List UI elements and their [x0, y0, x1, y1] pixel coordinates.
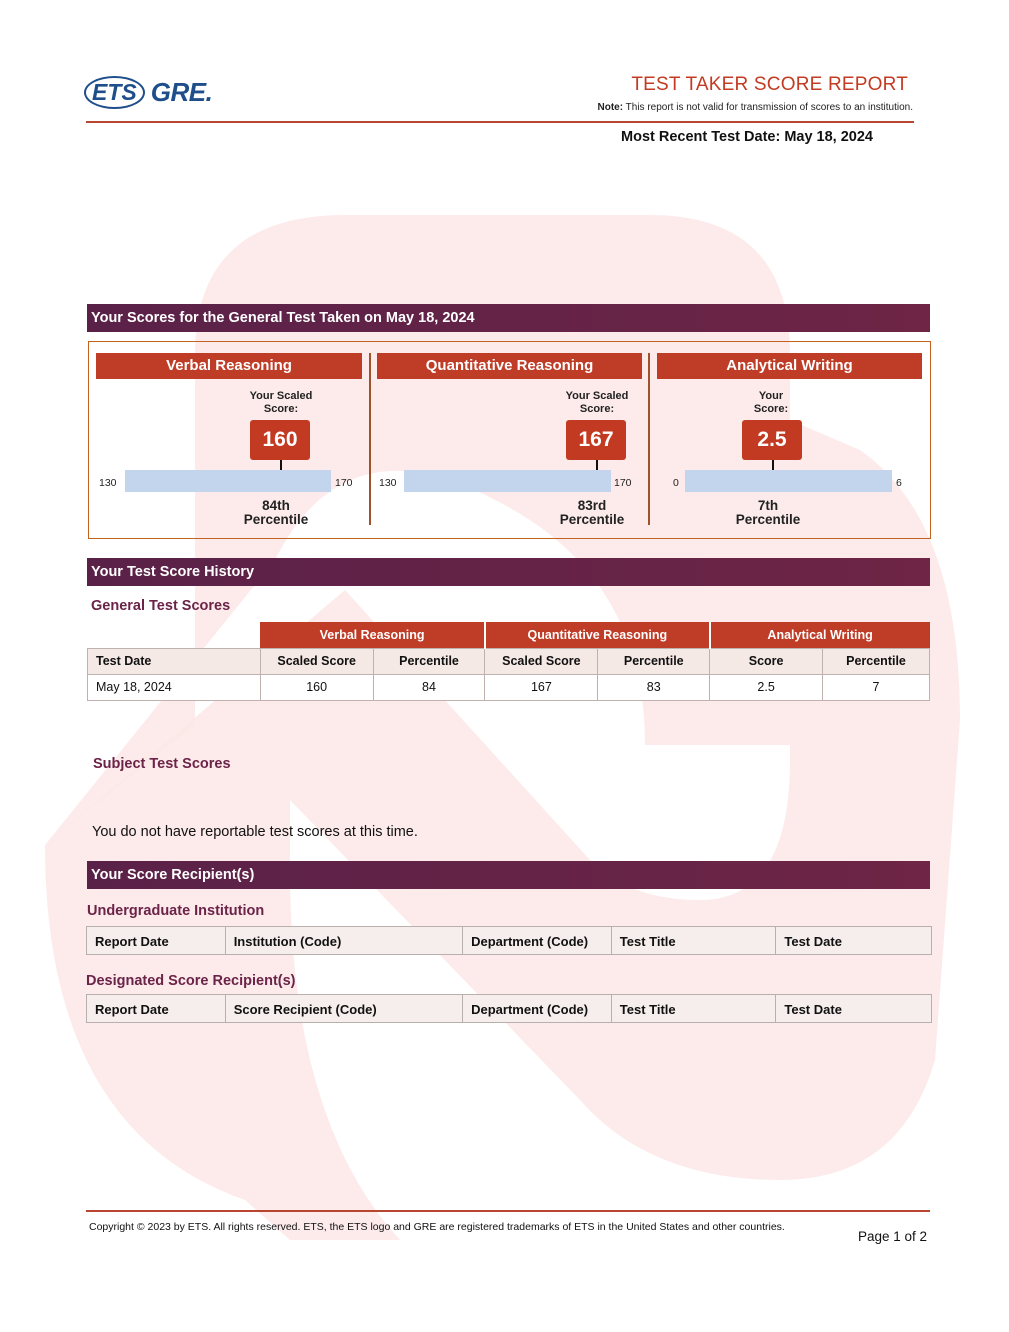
quantitative-scale-max: 170 [614, 477, 632, 489]
quantitative-score-badge: 167 [566, 420, 626, 460]
panel-divider [648, 353, 650, 525]
col-institution-code: Institution (Code) [226, 927, 463, 954]
col-quant-percentile: Percentile [598, 648, 710, 674]
general-test-scores-table [87, 622, 930, 701]
note-text: This report is not valid for transmission of scores to an institution. [625, 102, 913, 113]
designated-score-recipients-heading: Designated Score Recipient(s) [86, 973, 296, 989]
undergraduate-institution-table-header [86, 926, 932, 955]
quantitative-percentile [547, 499, 637, 527]
score-label-line1: Your [758, 390, 784, 402]
col-report-date: Report Date [87, 927, 226, 954]
col-test-date: Test Date [88, 648, 261, 674]
writing-scale-max: 6 [896, 477, 902, 489]
ets-gre-logo [84, 76, 212, 109]
cell-writing-percentile: 7 [823, 674, 930, 700]
col-score-recipient-code: Score Recipient (Code) [226, 995, 463, 1022]
footer-divider [86, 1210, 930, 1212]
designated-recipients-table-header [86, 994, 932, 1023]
table-column-header-row [88, 648, 930, 674]
scaled-score-label [236, 390, 326, 416]
cell-writing-score: 2.5 [710, 674, 823, 700]
verbal-reasoning-panel [96, 353, 362, 533]
page-number: Page 1 of 2 [857, 1229, 927, 1244]
no-subject-scores-message: You do not have reportable test scores at this time. [92, 824, 418, 840]
cell-quant-percentile: 83 [598, 674, 710, 700]
col-test-date: Test Date [784, 934, 842, 949]
quantitative-percentile-label: Percentile [559, 512, 625, 527]
col-verbal-percentile: Percentile [373, 648, 485, 674]
quantitative-score-scale-bar [404, 470, 611, 492]
table-group-blank [88, 622, 261, 648]
scaled-score-label-line2: Score: [579, 403, 615, 415]
score-history-title: Your Test Score History [87, 558, 930, 586]
col-report-date: Report Date [87, 995, 226, 1022]
score-summary-box [88, 341, 931, 539]
analytical-writing-heading: Analytical Writing [657, 353, 922, 379]
note-label: Note: [597, 102, 624, 113]
report-title: TEST TAKER SCORE REPORT [631, 74, 908, 95]
writing-scale-min: 0 [673, 477, 679, 489]
writing-percentile-value: 7th [757, 498, 779, 513]
verbal-scale-min: 130 [99, 477, 117, 489]
col-quant-scaled-score: Scaled Score [485, 648, 598, 674]
scores-section-title: Your Scores for the General Test Taken on May 18, 2024 [87, 304, 930, 332]
col-test-title: Test Title [612, 995, 777, 1022]
most-recent-test-date: Most Recent Test Date: May 18, 2024 [621, 129, 873, 145]
col-department-code: Department (Code) [463, 995, 612, 1022]
col-writing-percentile: Percentile [823, 648, 930, 674]
verbal-scale-max: 170 [335, 477, 353, 489]
verbal-percentile-label: Percentile [243, 512, 309, 527]
scaled-score-label [552, 390, 642, 416]
scaled-score-label-line1: Your Scaled [565, 390, 629, 402]
scaled-score-label-line2: Score: [263, 403, 299, 415]
group-analytical-writing: Analytical Writing [710, 622, 930, 648]
quantitative-reasoning-heading: Quantitative Reasoning [377, 353, 642, 379]
scaled-score-label-line1: Your Scaled [249, 390, 313, 402]
table-group-header-row [88, 622, 930, 648]
cell-verbal-percentile: 84 [373, 674, 485, 700]
verbal-score-badge: 160 [250, 420, 310, 460]
analytical-writing-panel [657, 353, 922, 533]
ets-logo-mark: ETS [84, 76, 145, 109]
group-quantitative-reasoning: Quantitative Reasoning [485, 622, 710, 648]
verbal-score-scale-bar [125, 470, 331, 492]
quantitative-scale-min: 130 [379, 477, 397, 489]
verbal-percentile [231, 499, 321, 527]
score-recipients-title: Your Score Recipient(s) [87, 861, 930, 889]
quantitative-percentile-value: 83rd [577, 498, 607, 513]
col-test-title: Test Title [612, 927, 777, 954]
score-label-line2: Score: [753, 403, 789, 415]
verbal-reasoning-heading: Verbal Reasoning [96, 353, 362, 379]
panel-divider [369, 353, 371, 525]
writing-percentile [723, 499, 813, 527]
copyright-notice: Copyright © 2023 by ETS. All rights reserved. ETS, the ETS logo and GRE are registered trademarks of ETS in the United States and other countries. [89, 1221, 785, 1233]
col-department-code: Department (Code) [463, 927, 612, 954]
writing-percentile-label: Percentile [735, 512, 801, 527]
col-test-date: Test Date [784, 1002, 842, 1017]
subject-test-scores-heading: Subject Test Scores [93, 756, 231, 772]
general-test-scores-heading: General Test Scores [91, 598, 231, 614]
quantitative-reasoning-panel [377, 353, 642, 533]
table-row [88, 674, 930, 700]
header-divider [86, 121, 914, 123]
cell-verbal-scaled-score: 160 [260, 674, 373, 700]
report-note [597, 102, 913, 113]
cell-quant-scaled-score: 167 [485, 674, 598, 700]
writing-score-scale-bar [685, 470, 892, 492]
writing-score-badge: 2.5 [742, 420, 802, 460]
cell-test-date: May 18, 2024 [88, 674, 261, 700]
col-writing-score: Score [710, 648, 823, 674]
col-verbal-scaled-score: Scaled Score [260, 648, 373, 674]
verbal-percentile-value: 84th [262, 498, 290, 513]
score-label [726, 390, 816, 416]
undergraduate-institution-heading: Undergraduate Institution [87, 903, 265, 919]
gre-logo-text: GRE. [150, 77, 213, 107]
group-verbal-reasoning: Verbal Reasoning [260, 622, 485, 648]
